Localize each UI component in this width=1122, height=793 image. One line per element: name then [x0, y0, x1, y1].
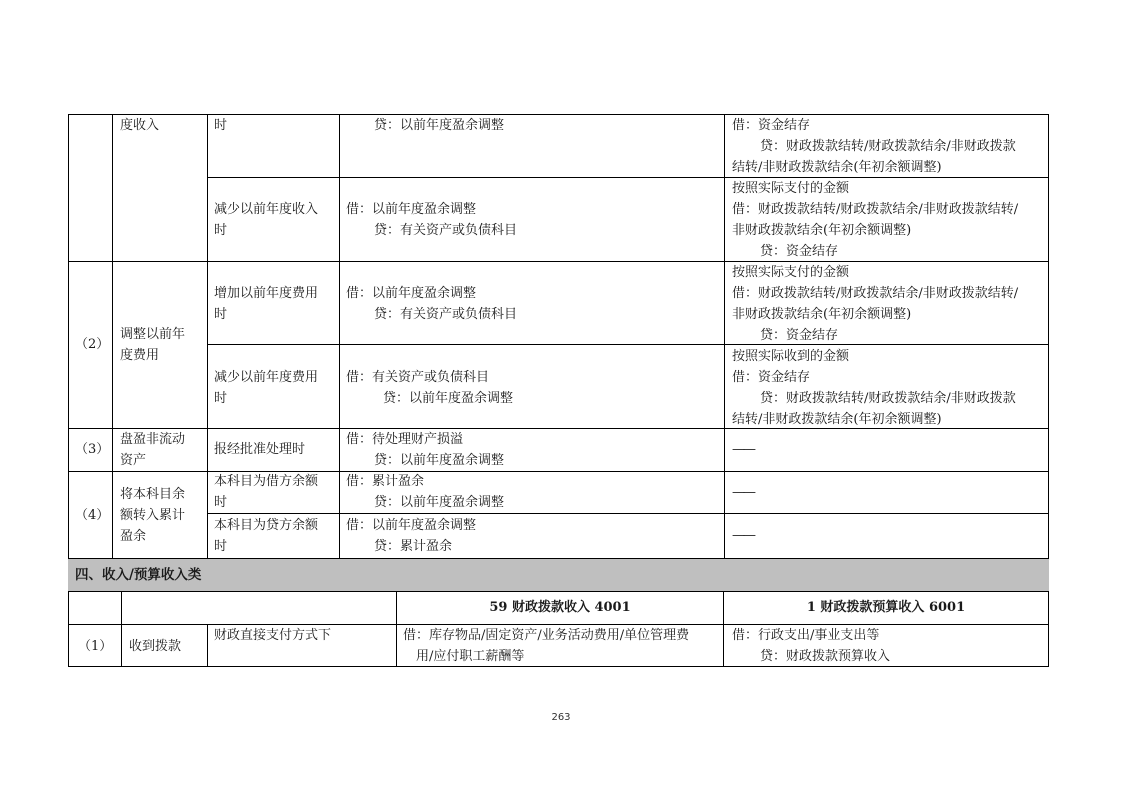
col-divider	[207, 624, 208, 667]
entry-line: 贷：累计盈余	[374, 539, 453, 554]
case-label: 增加以前年度费用	[214, 286, 319, 301]
entry-line: 贷：有关资产或负债科目	[374, 223, 518, 238]
row-divider	[68, 261, 1049, 262]
entry-line: 用/应付职工薪酬等	[416, 649, 525, 664]
financial-account-header: 59 财政拨款收入 4001	[489, 600, 631, 615]
entry-line: 借：待处理财产损溢	[346, 432, 464, 447]
col-divider	[207, 114, 208, 559]
section-top-border	[68, 558, 1049, 559]
case-label: 减少以前年度收入	[214, 202, 319, 217]
item-label: 调整以前年	[120, 327, 186, 342]
budget-line: 非财政拨款结余(年初余额调整)	[732, 223, 912, 238]
case-label: 本科目为贷方余额	[214, 518, 319, 533]
case-label: 时	[214, 539, 228, 554]
entry-line: 借：累计盈余	[346, 474, 425, 489]
table-bottom-border	[68, 666, 1049, 667]
budget-line: 贷：财政拨款预算收入	[760, 649, 891, 664]
row-number: （2）	[75, 337, 110, 352]
entry-line: 贷：以前年度盈余调整	[374, 118, 505, 133]
entry-line: 借：以前年度盈余调整	[346, 518, 477, 533]
entry-line: 贷：以前年度盈余调整	[374, 495, 505, 510]
entry-line: 贷：以前年度盈余调整	[374, 453, 505, 468]
budget-dash: ——	[732, 442, 754, 457]
col-divider	[68, 114, 69, 559]
budget-line: 结转/非财政拨款结余(年初余额调整)	[732, 412, 942, 427]
item-label: 盘盈非流动	[120, 432, 186, 447]
budget-line: 非财政拨款结余(年初余额调整)	[732, 307, 912, 322]
budget-line: 贷：财政拨款结转/财政拨款结余/非财政拨款	[760, 139, 1016, 154]
item-label: 额转入累计	[120, 508, 186, 523]
item-label: 度收入	[120, 118, 160, 133]
case-label: 时	[214, 495, 228, 510]
row-divider	[207, 344, 1049, 345]
row-number: （3）	[75, 442, 110, 457]
entry-line: 贷：以前年度盈余调整	[383, 391, 514, 406]
item-label: 资产	[120, 453, 147, 468]
row-divider	[68, 591, 1049, 592]
budget-line: 按照实际支付的金额	[732, 265, 850, 280]
budget-line: 贷：资金结存	[760, 328, 839, 343]
item-label: 将本科目余	[120, 487, 186, 502]
col-divider	[724, 114, 725, 559]
col-divider	[121, 591, 122, 667]
col-divider	[68, 591, 69, 667]
budget-line: 借：财政拨款结转/财政拨款结余/非财政拨款结转/	[732, 202, 1019, 217]
case-label: 时	[214, 223, 228, 238]
case-label: 报经批准处理时	[214, 442, 306, 457]
entry-line: 借：库存物品/固定资产/业务活动费用/单位管理费	[403, 628, 690, 643]
case-label: 本科目为借方余额	[214, 474, 319, 489]
entry-line: 借：以前年度盈余调整	[346, 286, 477, 301]
budget-line: 借：资金结存	[732, 370, 811, 385]
case-label: 财政直接支付方式下	[214, 628, 332, 643]
budget-line: 按照实际支付的金额	[732, 181, 850, 196]
entry-line: 贷：有关资产或负债科目	[374, 307, 518, 322]
budget-line: 借：行政支出/事业支出等	[732, 628, 880, 643]
case-label: 时	[214, 118, 228, 133]
col-divider	[112, 114, 113, 559]
budget-line: 贷：资金结存	[760, 244, 839, 259]
page-number: 263	[551, 712, 571, 723]
row-number: （1）	[78, 639, 113, 654]
col-divider	[339, 114, 340, 559]
section-bar	[68, 559, 1049, 591]
item-label: 盈余	[120, 529, 147, 544]
case-label: 时	[214, 391, 228, 406]
budget-line: 贷：财政拨款结转/财政拨款结余/非财政拨款	[760, 391, 1016, 406]
entry-line: 借：以前年度盈余调整	[346, 202, 477, 217]
row-number: （4）	[75, 508, 110, 523]
budget-line: 结转/非财政拨款结余(年初余额调整)	[732, 160, 942, 175]
item-label: 度费用	[120, 348, 160, 363]
budget-line: 按照实际收到的金额	[732, 349, 850, 364]
budget-account-header: 1 财政拨款预算收入 6001	[806, 600, 966, 615]
case-label: 时	[214, 307, 228, 322]
budget-line: 借：资金结存	[732, 118, 811, 133]
case-label: 减少以前年度费用	[214, 370, 319, 385]
item-label: 收到拨款	[129, 639, 182, 654]
section-title: 四、收入/预算收入类	[75, 567, 202, 583]
entry-line: 借：有关资产或负债科目	[346, 370, 490, 385]
budget-line: 借：财政拨款结转/财政拨款结余/非财政拨款结转/	[732, 286, 1019, 301]
budget-dash: ——	[732, 528, 754, 543]
budget-dash: ——	[732, 485, 754, 500]
row-divider	[207, 513, 1049, 514]
